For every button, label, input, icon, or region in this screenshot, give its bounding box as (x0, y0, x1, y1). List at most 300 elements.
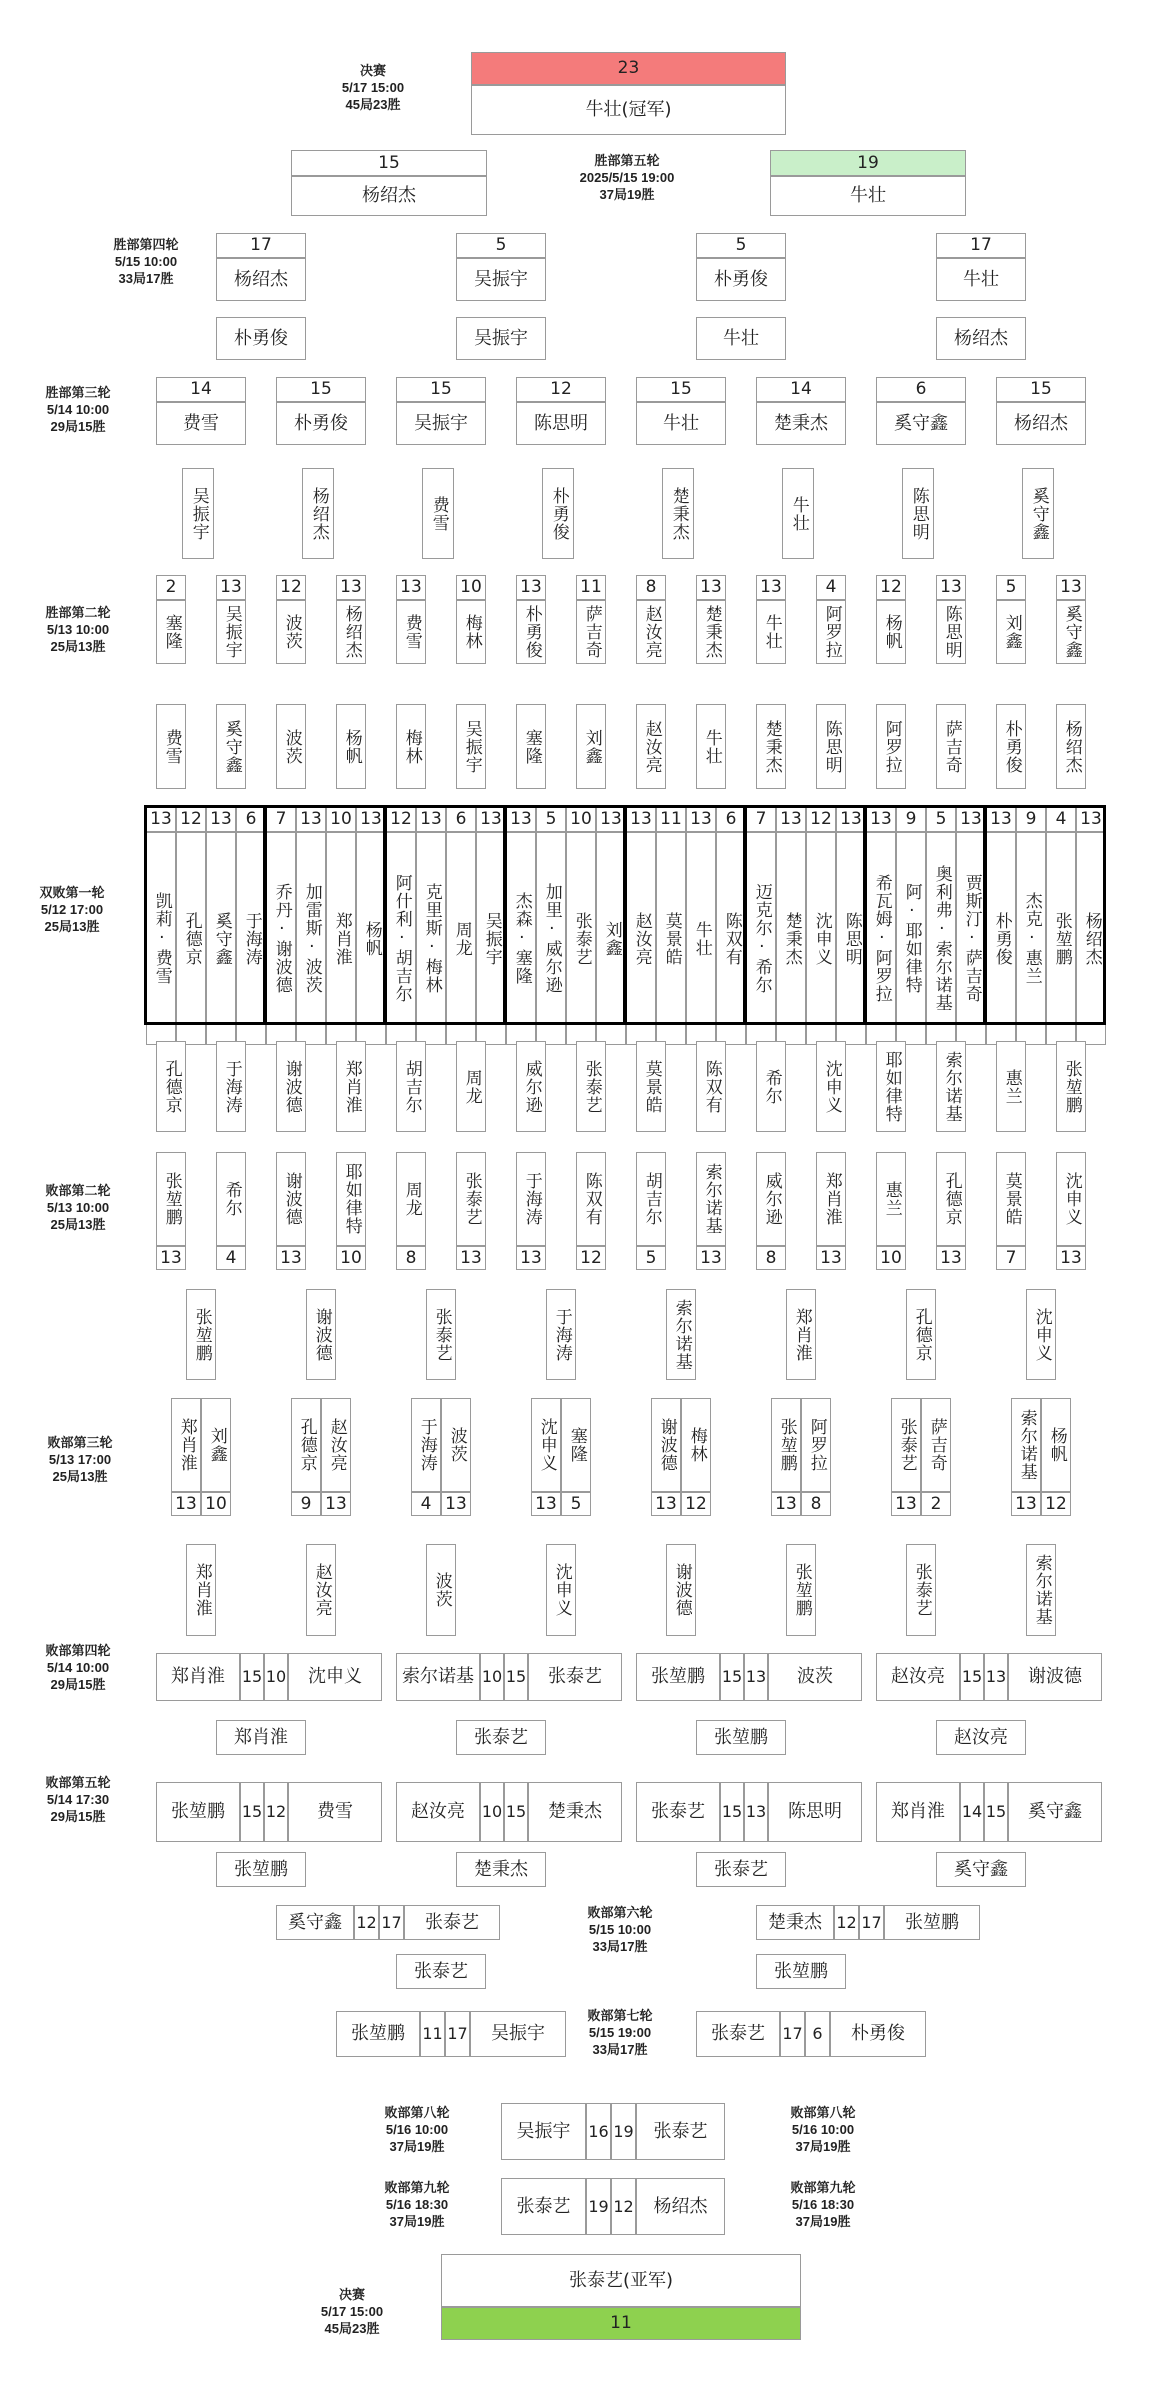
l4-score-b: 15 (504, 1653, 528, 1701)
w3-loser: 吴振宇 (182, 468, 214, 559)
l2-winner: 索尔诺基 (666, 1289, 696, 1380)
w5-score: 15 (291, 150, 487, 176)
l7-label (587, 2008, 652, 2059)
w2-player: 朴勇俊 (516, 600, 546, 664)
l2-player: 郑肖淮 (816, 1152, 846, 1246)
l6-winner: 张堃鹏 (756, 1954, 846, 1989)
round-label-line: 败部第四轮 (45, 1643, 111, 1658)
round-label-line: 胜部第四轮 (113, 237, 179, 252)
round-label-line: 胜部第三轮 (45, 385, 111, 400)
l3-score: 10 (201, 1492, 231, 1516)
l3-player: 沈申义 (531, 1398, 561, 1492)
w2-loser: 陈思明 (816, 704, 846, 789)
r1-loser: 张泰艺 (576, 1041, 606, 1132)
r1-score: 13 (866, 807, 896, 832)
l2-score: 13 (1056, 1246, 1086, 1270)
w3-score: 12 (516, 377, 606, 402)
l5-player-a: 张堃鹏 (156, 1782, 240, 1842)
w2-player: 陈思明 (936, 600, 966, 664)
l6-label (587, 1905, 652, 1956)
w4-score: 5 (456, 233, 546, 258)
w2-loser: 杨帆 (336, 704, 366, 789)
r1-score: 9 (1016, 807, 1046, 832)
l5-player-b: 楚秉杰 (528, 1782, 622, 1842)
l2-player: 孔德京 (936, 1152, 966, 1246)
r1-score: 12 (386, 807, 416, 832)
r1-loser: 惠兰 (996, 1041, 1026, 1132)
r1-player: 周龙 (446, 832, 476, 1045)
r1-player: 牛壮 (686, 832, 716, 1045)
r1-player: 奥利弗·索尔诺基 (926, 832, 956, 1045)
l2-player: 周龙 (396, 1152, 426, 1246)
l2-score: 13 (516, 1246, 546, 1270)
r1-player: 刘鑫 (596, 832, 626, 1045)
l5-player-b: 陈思明 (768, 1782, 862, 1842)
w3-player: 奚守鑫 (876, 402, 966, 445)
r1-player: 孔德京 (176, 832, 206, 1045)
w2-score: 13 (216, 575, 246, 600)
l5-score-a: 15 (240, 1782, 264, 1842)
w2-score: 13 (396, 575, 426, 600)
l4-player-b: 沈申义 (288, 1653, 382, 1701)
round-label-line: 5/15 10:00 (588, 1921, 652, 1937)
round-label-line: 5/13 10:00 (46, 621, 110, 637)
round-label-line: 败部第五轮 (45, 1775, 111, 1790)
round-label-line: 37局19胜 (389, 2138, 445, 2154)
w2-loser: 阿罗拉 (876, 704, 906, 789)
w3-loser: 奚守鑫 (1022, 468, 1054, 559)
l6-player-b: 张堃鹏 (884, 1905, 980, 1940)
r1-score: 13 (986, 807, 1016, 832)
l5-player-a: 郑肖淮 (876, 1782, 960, 1842)
w2-player: 奚守鑫 (1056, 600, 1086, 664)
l5-winner: 楚秉杰 (456, 1852, 546, 1887)
l4-label (45, 1643, 110, 1694)
round-label-line: 33局17胜 (118, 270, 174, 286)
w3-score: 15 (276, 377, 366, 402)
round-label-line: 胜部第五轮 (594, 153, 660, 168)
l5-score-a: 10 (480, 1782, 504, 1842)
round-label-line: 37局19胜 (795, 2213, 851, 2229)
r1-player: 杨绍杰 (1076, 832, 1106, 1045)
r1-score: 7 (746, 807, 776, 832)
r1-player: 奚守鑫 (206, 832, 236, 1045)
round-label-line: 5/14 10:00 (46, 401, 110, 417)
r1-player: 杰森·塞隆 (506, 832, 536, 1045)
w3-loser: 陈思明 (902, 468, 934, 559)
r1-score: 13 (146, 807, 176, 832)
l4-player-a: 张堃鹏 (636, 1653, 720, 1701)
w2-loser: 楚秉杰 (756, 704, 786, 789)
w5-player: 杨绍杰 (291, 176, 487, 216)
r1-score: 13 (506, 807, 536, 832)
r1-player: 郑肖淮 (326, 832, 356, 1045)
l4-player-b: 张泰艺 (528, 1653, 622, 1701)
l2-player: 于海涛 (516, 1152, 546, 1246)
final-runnerup-name: 张泰艺(亚军) (441, 2254, 801, 2307)
l4-winner: 郑肖淮 (216, 1720, 306, 1755)
l3-score: 12 (681, 1492, 711, 1516)
w4-player: 杨绍杰 (216, 258, 306, 301)
l3-winner: 郑肖淮 (186, 1544, 216, 1636)
w2-score: 13 (336, 575, 366, 600)
r1-loser: 周龙 (456, 1041, 486, 1132)
l2-winner: 于海涛 (546, 1289, 576, 1380)
l9-player-b: 杨绍杰 (636, 2178, 725, 2235)
r1-player: 赵汝亮 (626, 832, 656, 1045)
w2-score: 13 (756, 575, 786, 600)
r1-player: 杨帆 (356, 832, 386, 1045)
l3-score: 2 (921, 1492, 951, 1516)
l8-label-left (384, 2105, 449, 2156)
l6-score-b: 17 (379, 1905, 404, 1940)
round-label-line: 2025/5/15 19:00 (579, 169, 675, 185)
w3-score: 14 (756, 377, 846, 402)
l3-winner: 谢波德 (666, 1544, 696, 1636)
l9-label-right (790, 2180, 855, 2231)
final-label-bottom (321, 2287, 383, 2338)
w2-player: 牛壮 (756, 600, 786, 664)
l5-winner: 张泰艺 (696, 1852, 786, 1887)
r1-player: 张堃鹏 (1046, 832, 1076, 1045)
w3-score: 14 (156, 377, 246, 402)
w2-player: 费雪 (396, 600, 426, 664)
w3-loser: 费雪 (422, 468, 454, 559)
r1-player: 陈思明 (836, 832, 866, 1045)
l3-score: 8 (801, 1492, 831, 1516)
l6-player-b: 张泰艺 (404, 1905, 500, 1940)
w2-score: 4 (816, 575, 846, 600)
l5-score-b: 15 (984, 1782, 1008, 1842)
w2-loser: 波茨 (276, 704, 306, 789)
round-label-line: 败部第二轮 (45, 1183, 111, 1198)
l4-winner: 赵汝亮 (936, 1720, 1026, 1755)
l3-winner: 张堃鹏 (786, 1544, 816, 1636)
l4-score-a: 10 (480, 1653, 504, 1701)
l2-score: 12 (576, 1246, 606, 1270)
r1-player: 沈申义 (806, 832, 836, 1045)
w4-score: 5 (696, 233, 786, 258)
round-label-line: 45局23胜 (324, 2320, 380, 2336)
r1-score: 9 (896, 807, 926, 832)
l3-score: 13 (651, 1492, 681, 1516)
final-champion-score: 23 (471, 52, 786, 85)
round-label-line: 37局19胜 (599, 186, 655, 202)
l3-winner: 索尔诺基 (1026, 1544, 1056, 1636)
l2-player: 张泰艺 (456, 1152, 486, 1246)
w2-player: 吴振宇 (216, 600, 246, 664)
r1-loser: 郑肖淮 (336, 1041, 366, 1132)
l6-score-b: 17 (859, 1905, 884, 1940)
l3-player: 张堃鹏 (771, 1398, 801, 1492)
l4-player-a: 赵汝亮 (876, 1653, 960, 1701)
w3-loser: 牛壮 (782, 468, 814, 559)
l2-player: 谢波德 (276, 1152, 306, 1246)
w3-score: 15 (996, 377, 1086, 402)
round-label-line: 25局13胜 (50, 1216, 106, 1232)
w2-label (45, 605, 110, 656)
round-label-line: 5/17 15:00 (341, 79, 405, 95)
r1-score: 6 (236, 807, 266, 832)
round-label-line: 29局15胜 (50, 418, 106, 434)
r1-score: 13 (776, 807, 806, 832)
r1-player: 迈克尔·希尔 (746, 832, 776, 1045)
w3-score: 6 (876, 377, 966, 402)
w5-player: 牛壮 (770, 176, 966, 216)
l3-score: 13 (891, 1492, 921, 1516)
l2-winner: 沈申义 (1026, 1289, 1056, 1380)
l3-winner: 沈申义 (546, 1544, 576, 1636)
round-label-line: 5/14 17:30 (46, 1791, 110, 1807)
l5-player-b: 费雪 (288, 1782, 382, 1842)
r1-score: 13 (626, 807, 656, 832)
l2-score: 8 (396, 1246, 426, 1270)
l9-label-left (384, 2180, 449, 2231)
l7-player-b: 吴振宇 (470, 2011, 566, 2057)
round-label-line: 决赛 (359, 63, 387, 78)
l2-score: 13 (156, 1246, 186, 1270)
l2-score: 13 (696, 1246, 726, 1270)
r1-score: 6 (446, 807, 476, 832)
l3-player: 塞隆 (561, 1398, 591, 1492)
round-label-line: 29局15胜 (50, 1676, 106, 1692)
r1-score: 13 (596, 807, 626, 832)
w3-label (45, 385, 110, 436)
l5-label (45, 1775, 110, 1826)
w2-player: 塞隆 (156, 600, 186, 664)
r1-score: 13 (296, 807, 326, 832)
round-label-line: 37局19胜 (389, 2213, 445, 2229)
l5-score-b: 13 (744, 1782, 768, 1842)
w3-player: 费雪 (156, 402, 246, 445)
l3-score: 4 (411, 1492, 441, 1516)
l7-score-a: 11 (420, 2011, 445, 2057)
l3-player: 张泰艺 (891, 1398, 921, 1492)
l2-score: 13 (276, 1246, 306, 1270)
r1-player: 楚秉杰 (776, 832, 806, 1045)
l5-player-a: 张泰艺 (636, 1782, 720, 1842)
l5-player-b: 奚守鑫 (1008, 1782, 1102, 1842)
round-label-line: 5/14 10:00 (46, 1659, 110, 1675)
w3-player: 杨绍杰 (996, 402, 1086, 445)
round-label-line: 败部第八轮 (384, 2105, 450, 2120)
round-label-line: 29局15胜 (50, 1808, 106, 1824)
w3-player: 牛壮 (636, 402, 726, 445)
w2-loser: 萨吉奇 (936, 704, 966, 789)
l8-score-a: 16 (586, 2103, 611, 2160)
l3-label (47, 1435, 112, 1486)
r1-player: 吴振宇 (476, 832, 506, 1045)
round-label-line: 33局17胜 (592, 1938, 648, 1954)
r1-score: 4 (1046, 807, 1076, 832)
w2-loser: 梅林 (396, 704, 426, 789)
l3-player: 阿罗拉 (801, 1398, 831, 1492)
round-label-line: 5/13 10:00 (46, 1199, 110, 1215)
r1-player: 杰克·惠兰 (1016, 832, 1046, 1045)
w3-score: 15 (396, 377, 486, 402)
round-label-line: 5/13 17:00 (48, 1451, 112, 1467)
w2-loser: 塞隆 (516, 704, 546, 789)
l4-player-b: 波茨 (768, 1653, 862, 1701)
l2-winner: 郑肖淮 (786, 1289, 816, 1380)
l5-player-a: 赵汝亮 (396, 1782, 480, 1842)
l5-score-a: 14 (960, 1782, 984, 1842)
l4-winner: 张堃鹏 (696, 1720, 786, 1755)
l3-player: 谢波德 (651, 1398, 681, 1492)
round-label-line: 45局23胜 (345, 96, 401, 112)
w4-player: 朴勇俊 (696, 258, 786, 301)
l3-winner: 张泰艺 (906, 1544, 936, 1636)
r1-player: 克里斯·梅林 (416, 832, 446, 1045)
l9-player-a: 张泰艺 (501, 2178, 586, 2235)
w4-loser: 朴勇俊 (216, 317, 306, 360)
l2-player: 惠兰 (876, 1152, 906, 1246)
round-label-line: 双败第一轮 (39, 885, 105, 900)
r1-score: 10 (566, 807, 596, 832)
l3-score: 12 (1041, 1492, 1071, 1516)
round-label-line: 33局17胜 (592, 2041, 648, 2057)
w2-loser: 吴振宇 (456, 704, 486, 789)
w3-loser: 楚秉杰 (662, 468, 694, 559)
l2-player: 耶如律特 (336, 1152, 366, 1246)
r1-score: 13 (836, 807, 866, 832)
l2-winner: 张堃鹏 (186, 1289, 216, 1380)
r1-score: 13 (476, 807, 506, 832)
w2-player: 梅林 (456, 600, 486, 664)
round-label-line: 5/12 17:00 (40, 901, 104, 917)
l4-score-a: 15 (720, 1653, 744, 1701)
w3-player: 陈思明 (516, 402, 606, 445)
round-label-line: 5/15 19:00 (588, 2024, 652, 2040)
round-label-line: 败部第三轮 (47, 1435, 113, 1450)
r1-loser: 希尔 (756, 1041, 786, 1132)
round-label-line: 5/17 15:00 (320, 2303, 384, 2319)
l2-player: 索尔诺基 (696, 1152, 726, 1246)
r1-player: 张泰艺 (566, 832, 596, 1045)
w2-score: 13 (516, 575, 546, 600)
round-label-line: 25局13胜 (52, 1468, 108, 1484)
w4-score: 17 (936, 233, 1026, 258)
l8-player-b: 张泰艺 (636, 2103, 725, 2160)
r1-player: 加里·威尔逊 (536, 832, 566, 1045)
r1-loser: 谢波德 (276, 1041, 306, 1132)
w5-score: 19 (770, 150, 966, 176)
l2-score: 4 (216, 1246, 246, 1270)
l2-score: 7 (996, 1246, 1026, 1270)
r1-score: 13 (206, 807, 236, 832)
l3-player: 刘鑫 (201, 1398, 231, 1492)
r1-loser: 沈申义 (816, 1041, 846, 1132)
round-label-line: 败部第九轮 (790, 2180, 856, 2195)
l3-winner: 波茨 (426, 1544, 456, 1636)
l3-score: 13 (171, 1492, 201, 1516)
w2-player: 阿罗拉 (816, 600, 846, 664)
r1-loser: 孔德京 (156, 1041, 186, 1132)
l6-player-a: 楚秉杰 (756, 1905, 834, 1940)
l4-player-a: 郑肖淮 (156, 1653, 240, 1701)
r1-loser: 张堃鹏 (1056, 1041, 1086, 1132)
r1-score: 11 (656, 807, 686, 832)
round-label-line: 5/16 10:00 (385, 2121, 449, 2137)
l2-player: 陈双有 (576, 1152, 606, 1246)
l3-player: 索尔诺基 (1011, 1398, 1041, 1492)
w4-player: 吴振宇 (456, 258, 546, 301)
l3-player: 孔德京 (291, 1398, 321, 1492)
l2-score: 13 (456, 1246, 486, 1270)
l4-score-b: 10 (264, 1653, 288, 1701)
l4-score-b: 13 (984, 1653, 1008, 1701)
round-label-line: 37局19胜 (795, 2138, 851, 2154)
w3-loser: 朴勇俊 (542, 468, 574, 559)
w2-score: 13 (1056, 575, 1086, 600)
w2-score: 8 (636, 575, 666, 600)
l9-score-b: 12 (611, 2178, 636, 2235)
l6-winner: 张泰艺 (396, 1954, 486, 1989)
l3-player: 郑肖淮 (171, 1398, 201, 1492)
l3-player: 杨帆 (1041, 1398, 1071, 1492)
l2-score: 13 (816, 1246, 846, 1270)
w4-player: 牛壮 (936, 258, 1026, 301)
w2-score: 2 (156, 575, 186, 600)
r1-loser: 于海涛 (216, 1041, 246, 1132)
l5-winner: 奚守鑫 (936, 1852, 1026, 1887)
l2-score: 10 (876, 1246, 906, 1270)
w2-score: 10 (456, 575, 486, 600)
r1-score: 13 (356, 807, 386, 832)
l4-winner: 张泰艺 (456, 1720, 546, 1755)
w2-score: 12 (876, 575, 906, 600)
round-label-line: 5/16 10:00 (791, 2121, 855, 2137)
l3-score: 13 (441, 1492, 471, 1516)
r1-loser: 莫景皓 (636, 1041, 666, 1132)
l2-score: 8 (756, 1246, 786, 1270)
w4-label (113, 237, 178, 288)
r1-score: 6 (716, 807, 746, 832)
l2-score: 10 (336, 1246, 366, 1270)
round-label-line: 决赛 (338, 2287, 366, 2302)
w2-player: 萨吉奇 (576, 600, 606, 664)
r1-score: 5 (536, 807, 566, 832)
w2-player: 杨帆 (876, 600, 906, 664)
r1-loser: 索尔诺基 (936, 1041, 966, 1132)
w2-player: 赵汝亮 (636, 600, 666, 664)
w3-score: 15 (636, 377, 726, 402)
round-label-line: 5/16 18:30 (791, 2196, 855, 2212)
round-label-line: 25局13胜 (44, 918, 100, 934)
r1-player: 于海涛 (236, 832, 266, 1045)
r1-player: 莫景皓 (656, 832, 686, 1045)
w2-score: 5 (996, 575, 1026, 600)
w4-score: 17 (216, 233, 306, 258)
r1-player: 凯莉·费雪 (146, 832, 176, 1045)
r1-score: 12 (176, 807, 206, 832)
w2-loser: 赵汝亮 (636, 704, 666, 789)
l2-player: 张堃鹏 (156, 1152, 186, 1246)
l8-player-a: 吴振宇 (501, 2103, 586, 2160)
w2-loser: 费雪 (156, 704, 186, 789)
l2-score: 13 (936, 1246, 966, 1270)
r1-player: 贾斯汀·萨吉奇 (956, 832, 986, 1045)
l2-player: 沈申义 (1056, 1152, 1086, 1246)
l7-player-a: 张泰艺 (696, 2011, 780, 2057)
l2-player: 胡吉尔 (636, 1152, 666, 1246)
w2-score: 13 (696, 575, 726, 600)
l2-winner: 谢波德 (306, 1289, 336, 1380)
r1-player: 阿·耶如律特 (896, 832, 926, 1045)
l2-player: 威尔逊 (756, 1152, 786, 1246)
l3-player: 梅林 (681, 1398, 711, 1492)
l2-player: 希尔 (216, 1152, 246, 1246)
